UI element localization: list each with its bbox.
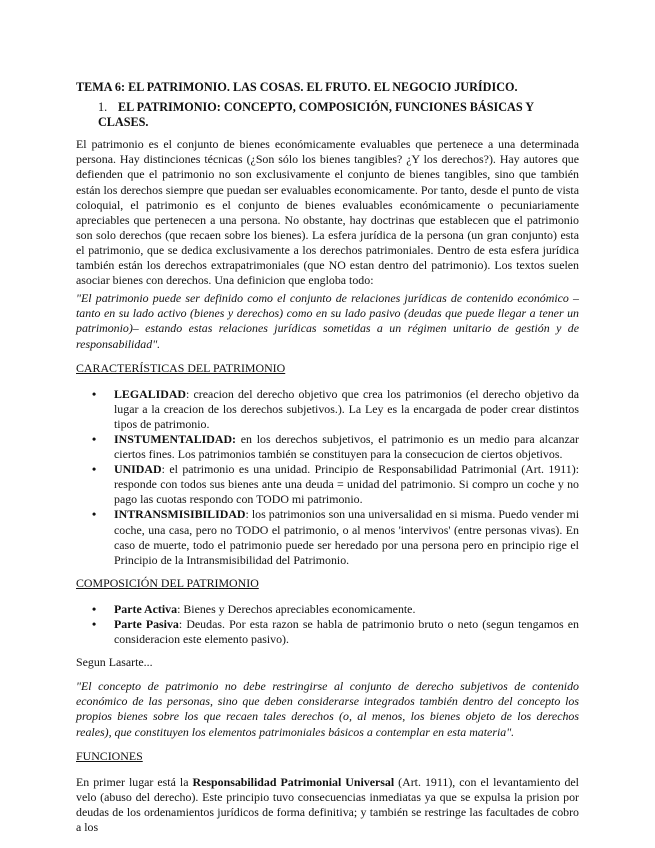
list-item-text: Deudas. Por esta razon se habla de patrimonio bruto o neto (segun tengamos en consideracion este elemento pasivo). xyxy=(114,617,579,647)
list-item-term: Parte Activa xyxy=(114,601,178,616)
list-item: • LEGALIDAD: creacion del derecho objetivo que crea los patrimonios (el derecho objetivo da lugar a la creacion de los derechos subjetivos.). La Ley es la encargada de poder crear distintos tipos de patrimonio. xyxy=(114,387,579,432)
funciones-paragraph: En primer lugar está la Responsabilidad Patrimonial Universal (Art. 1911), con el levantamiento del velo (abuso del derecho). Este principio tuvo consecuencias inmediatas ya que se expulsa la prision por deudas de los ordenamientos jurídicos de forma definitiva; y también se restringe las facultades de cobro a los xyxy=(76,774,579,835)
intro-paragraph: El patrimonio es el conjunto de bienes económicamente evaluables que pertenece a una determinada persona. Hay distinciones técnicas (¿Son sólo los bienes tangibles? ¿Y los derechos?). Hay autores que defienden que el patrimonio no son exclusivamente el conjunto de bienes tangibles, sino que también están los derechos siempre que puedan ser evaluables economicamente. Por tanto, desde el punto de vista coloquial, el patrimonio es el conjunto de bienes evaluables económicamente o pecuniariamente apreciables que pertenecen a una persona. No obstante, hay doctrinas que establecen que el patrimonio son solo derechos (que recaen sobre los bienes). La esfera jurídica de la persona (un gran conjunto) esta el patrimonio, que se dedica exclusivamente a los derechos patrimoniales. Dentro de esta esfera jurídica también están los derechos extrapatrimoniales (que NO estan dentro del patrimonio). Los textos suelen asociar bienes con derechos. Una definicion que engloba todo: xyxy=(76,137,579,288)
list-item-term: INTRANSMISIBILIDAD xyxy=(114,507,246,522)
list-item-text: Bienes y Derechos apreciables economicamente. xyxy=(183,601,416,616)
list-item-text: en los derechos subjetivos, el patrimonio es un medio para alcanzar ciertos fines. Los patrimonios también se constituyen para la consecucion de ciertos objetivos. xyxy=(114,431,579,462)
list-item-text: los patrimonios son una universalidad en si misma. Puedo vender mi coche, una casa, pero no TODO el patrimonio, o al menos 'intervivos' (entre personas vivas). En caso de muerte, todo el patrimonio puede ser heredado por una persona pero en principio rige el Principio de la Intransmisibilidad del Patrimonio. xyxy=(114,507,579,567)
list-item-term: Parte Pasiva xyxy=(114,617,179,631)
funciones-heading: FUNCIONES xyxy=(76,748,143,763)
list-item: • Parte Pasiva: Deudas. Por esta razon se habla de patrimonio bruto o neto (segun tengamos en consideracion este elemento pasivo). xyxy=(114,617,579,647)
list-item-term: UNIDAD xyxy=(114,462,162,477)
section-heading xyxy=(76,100,579,130)
list-item: • INTRANSMISIBILIDAD: los patrimonios son una universalidad en si misma. Puedo vender mi coche, una casa, pero no TODO el patrimonio, o al menos 'intervivos' (entre personas vivas). En caso de muerte, todo el patrimonio puede ser heredado por una persona pero en principio rige el Principio de la Intransmisibilidad del Patrimonio. xyxy=(114,507,579,567)
caracteristicas-heading: CARACTERÍSTICAS DEL PATRIMONIO xyxy=(76,360,286,375)
document-title: TEMA 6: EL PATRIMONIO. LAS COSAS. EL FRUTO. EL NEGOCIO JURÍDICO. xyxy=(76,80,518,94)
segun-line: Segun Lasarte... xyxy=(76,655,153,670)
composicion-heading: COMPOSICIÓN DEL PATRIMONIO xyxy=(76,575,259,590)
definition-quote: "El patrimonio puede ser definido como el conjunto de relaciones jurídicas de contenido económico –tanto en su lado activo (bienes y derechos) como en su lado pasivo (deudas que puede llegar a tener un patrimonio)– estando estas relaciones jurídicas sometidas a un régimen unitario de gestión y de responsabilidad". xyxy=(76,291,579,351)
list-item-term: INSTUMENTALIDAD: xyxy=(114,431,237,446)
caracteristicas-list xyxy=(76,387,579,568)
lasarte-quote: "El concepto de patrimonio no debe restringirse al conjunto de derecho subjetivos de contenido económico de las personas, sino que deben considerarse integrados también dentro del concepto los propios bienes sobre los que recaen tales derechos (o, al menos, los bienes objeto de los derechos reales), que constituyen los elementos patrimoniales básicos a contemplar en esta materia". xyxy=(76,679,579,739)
list-item xyxy=(114,432,579,462)
section-title: EL PATRIMONIO: CONCEPTO, COMPOSICIÓN, FUNCIONES BÁSICAS Y CLASES. xyxy=(98,100,534,130)
responsabilidad-term: Responsabilidad Patrimonial Universal xyxy=(192,774,395,789)
section-number: 1. xyxy=(98,100,108,115)
composicion-list xyxy=(76,602,579,647)
list-item-term: LEGALIDAD xyxy=(114,386,187,401)
list-item: • UNIDAD: el patrimonio es una unidad. Principio de Responsabilidad Patrimonial (Art. 1911): responde con todos sus bienes ante una deuda = unidad del patrimonio. Si compro un coche y no pago las cuotas respondo con TODO mi patrimonio. xyxy=(114,462,579,507)
list-item-text: creacion del derecho objetivo que crea los patrimonios (el derecho objetivo da lugar a la creacion de los derechos subjetivos.). La Ley es la encargada de poder crear distintos tipos de patrimonio. xyxy=(114,386,580,431)
list-item: • Parte Activa: Bienes y Derechos apreciables economicamente. xyxy=(114,602,579,617)
list-item-text: el patrimonio es una unidad. Principio de Responsabilidad Patrimonial (Art. 1911): responde con todos sus bienes ante una deuda = unidad del patrimonio. Si compro un coche y no pago las cuotas respondo con TODO mi patrimonio. xyxy=(114,462,579,507)
